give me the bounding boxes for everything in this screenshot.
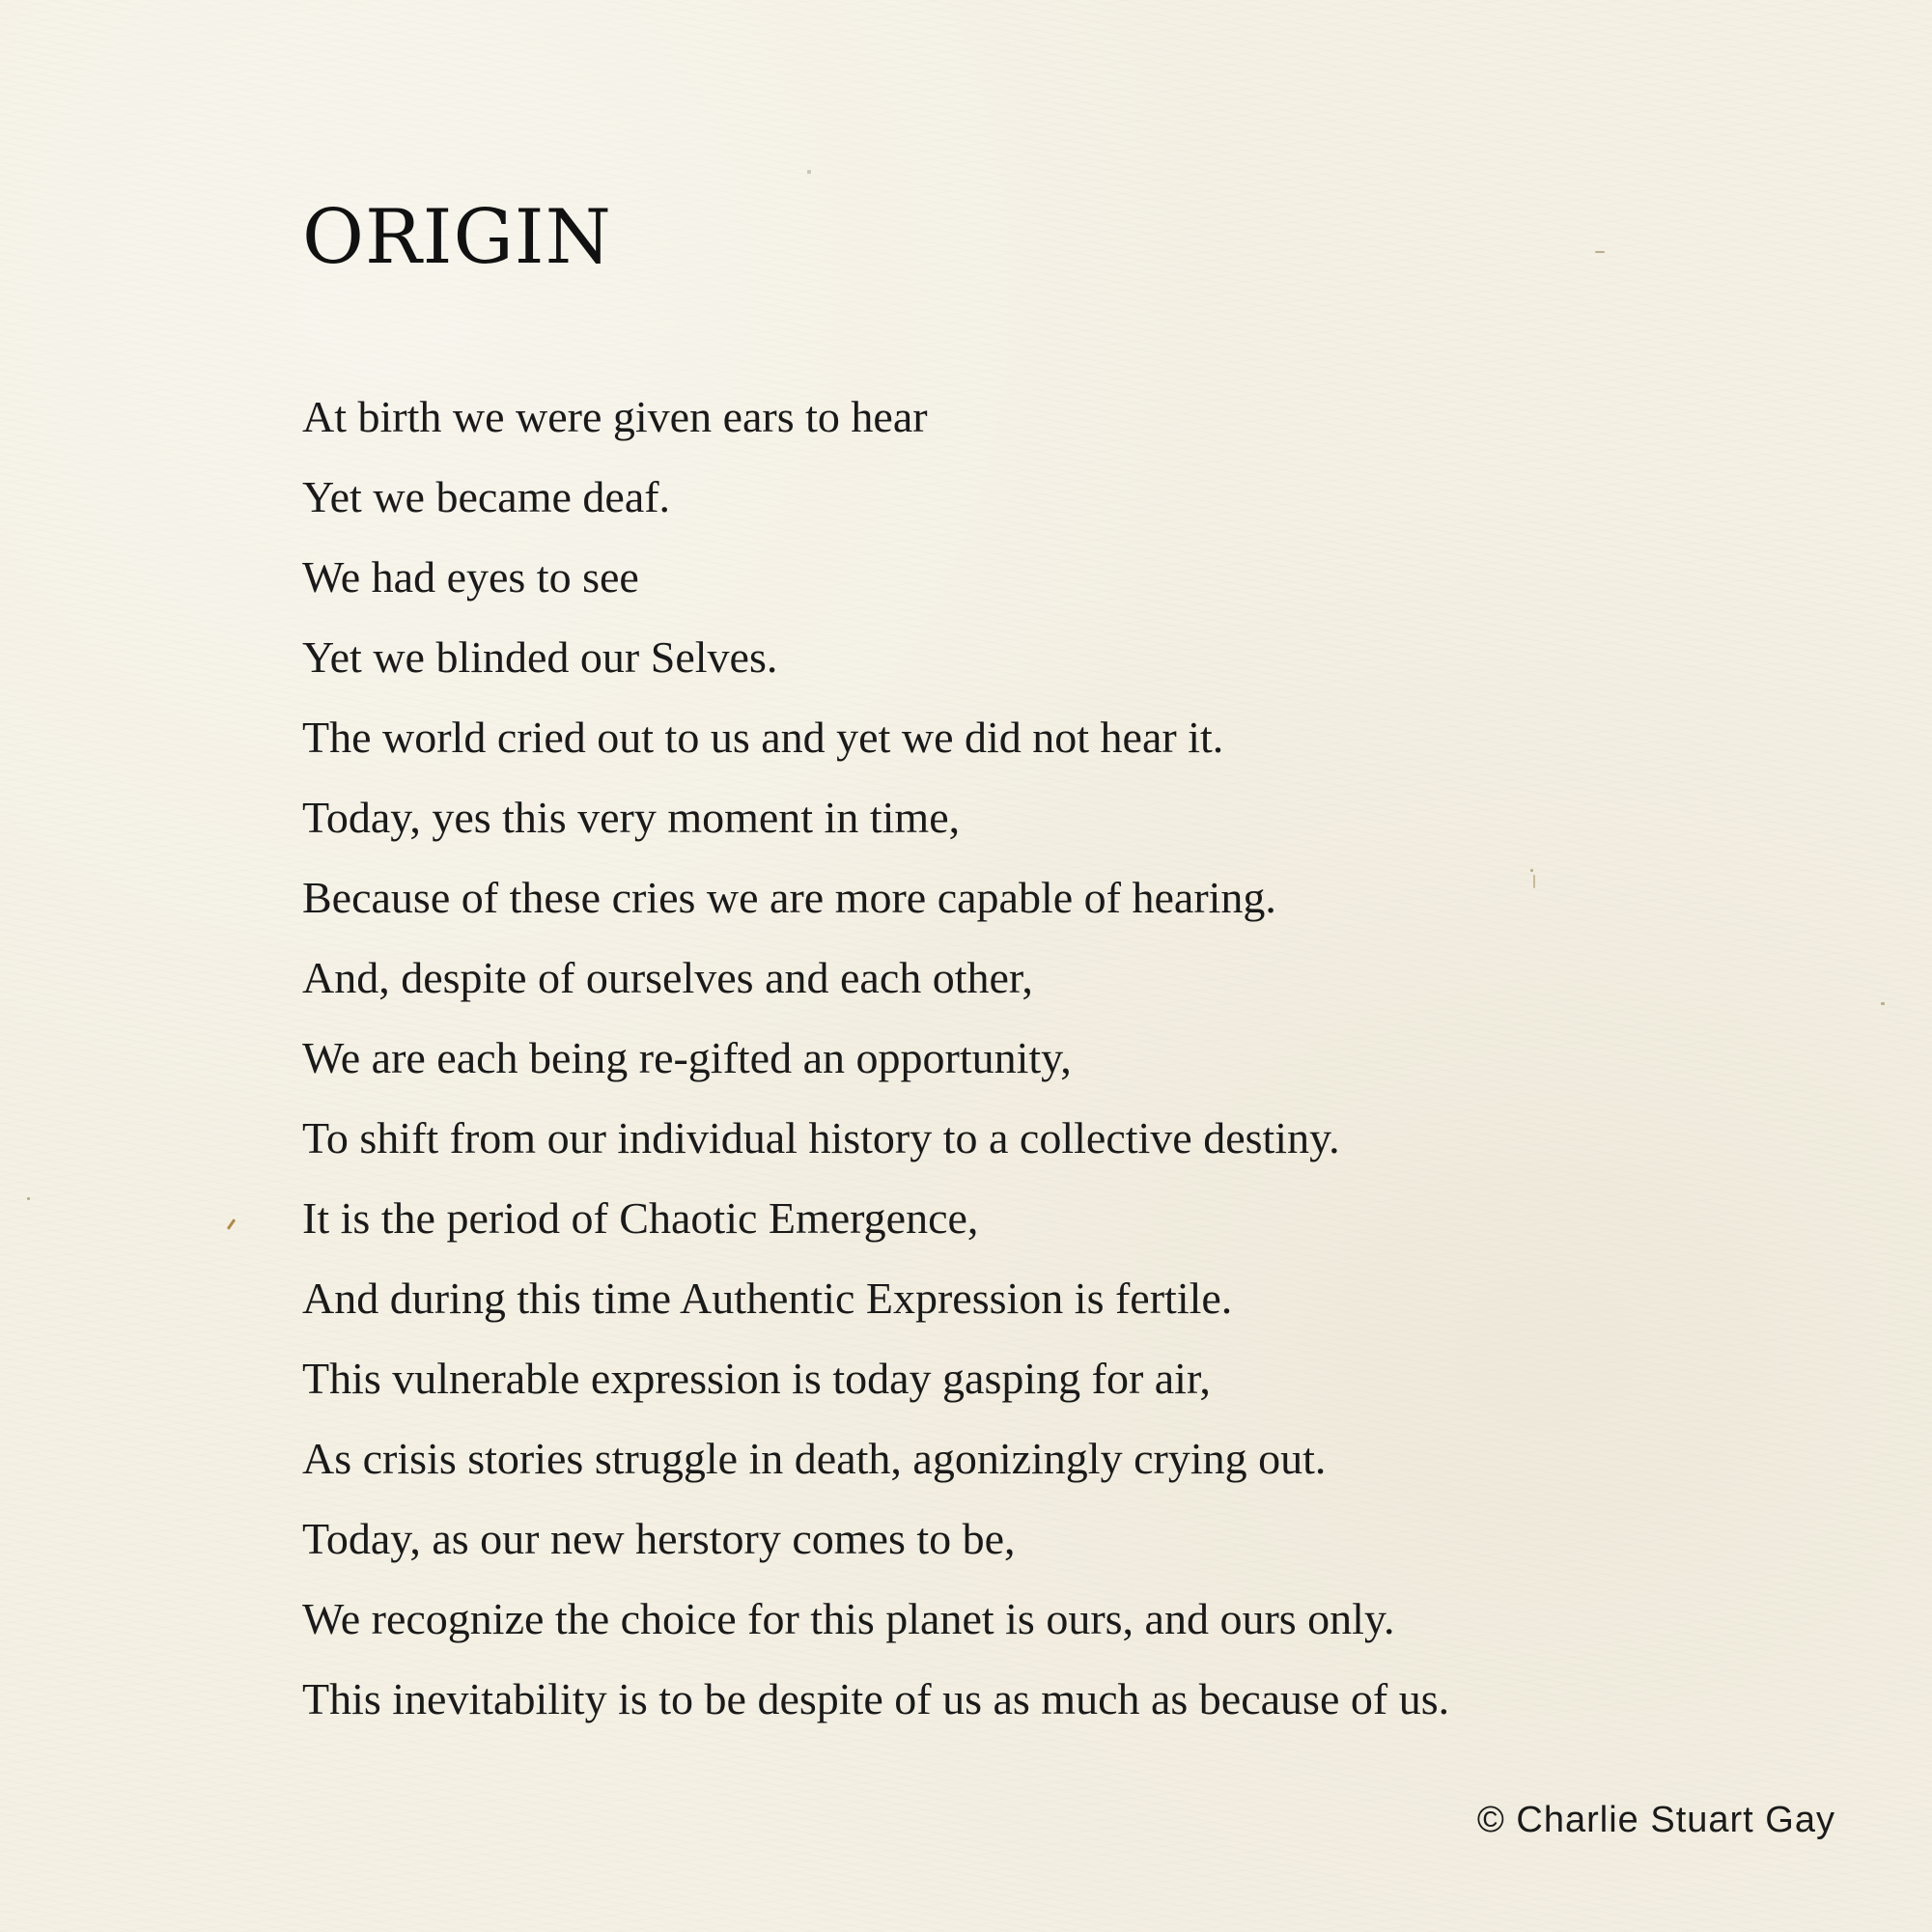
paper-fleck bbox=[227, 1218, 236, 1230]
copyright-notice: © Charlie Stuart Gay bbox=[1476, 1800, 1835, 1840]
poem-line: We are each being re-gifted an opportunity, bbox=[302, 1033, 1072, 1082]
paper-fleck bbox=[1595, 251, 1605, 253]
paper-fleck bbox=[807, 170, 811, 174]
poem-line: Today, as our new herstory comes to be, bbox=[302, 1514, 1016, 1563]
poem-line: To shift from our individual history to a collective destiny. bbox=[302, 1113, 1340, 1162]
poem-line: Today, yes this very moment in time, bbox=[302, 793, 961, 842]
paper-fleck bbox=[1530, 869, 1533, 872]
poem-line: Yet we blinded our Selves. bbox=[302, 632, 778, 682]
poem-line: We had eyes to see bbox=[302, 552, 639, 602]
paper-fleck bbox=[1881, 1002, 1885, 1005]
poem-line: This vulnerable expression is today gasping for air, bbox=[302, 1354, 1211, 1403]
poem-line: It is the period of Chaotic Emergence, bbox=[302, 1193, 979, 1243]
poem-line: As crisis stories struggle in death, agonizingly crying out. bbox=[302, 1434, 1327, 1483]
poem-line: This inevitability is to be despite of us as much as because of us. bbox=[302, 1674, 1450, 1723]
poem-line: Because of these cries we are more capable of hearing. bbox=[302, 873, 1276, 922]
poem-line: At birth we were given ears to hear bbox=[302, 392, 928, 441]
poem-line: Yet we became deaf. bbox=[302, 472, 671, 521]
paper-fleck bbox=[1533, 875, 1535, 888]
poem-body bbox=[302, 377, 1449, 1739]
poem-line: And during this time Authentic Expression is fertile. bbox=[302, 1274, 1233, 1323]
poem-title: ORIGIN bbox=[302, 194, 612, 281]
poem-line: We recognize the choice for this planet is ours, and ours only. bbox=[302, 1594, 1395, 1643]
paper-fleck bbox=[27, 1197, 30, 1200]
poem-line: The world cried out to us and yet we did not hear it. bbox=[302, 713, 1224, 762]
poem-line: And, despite of ourselves and each other, bbox=[302, 953, 1033, 1002]
